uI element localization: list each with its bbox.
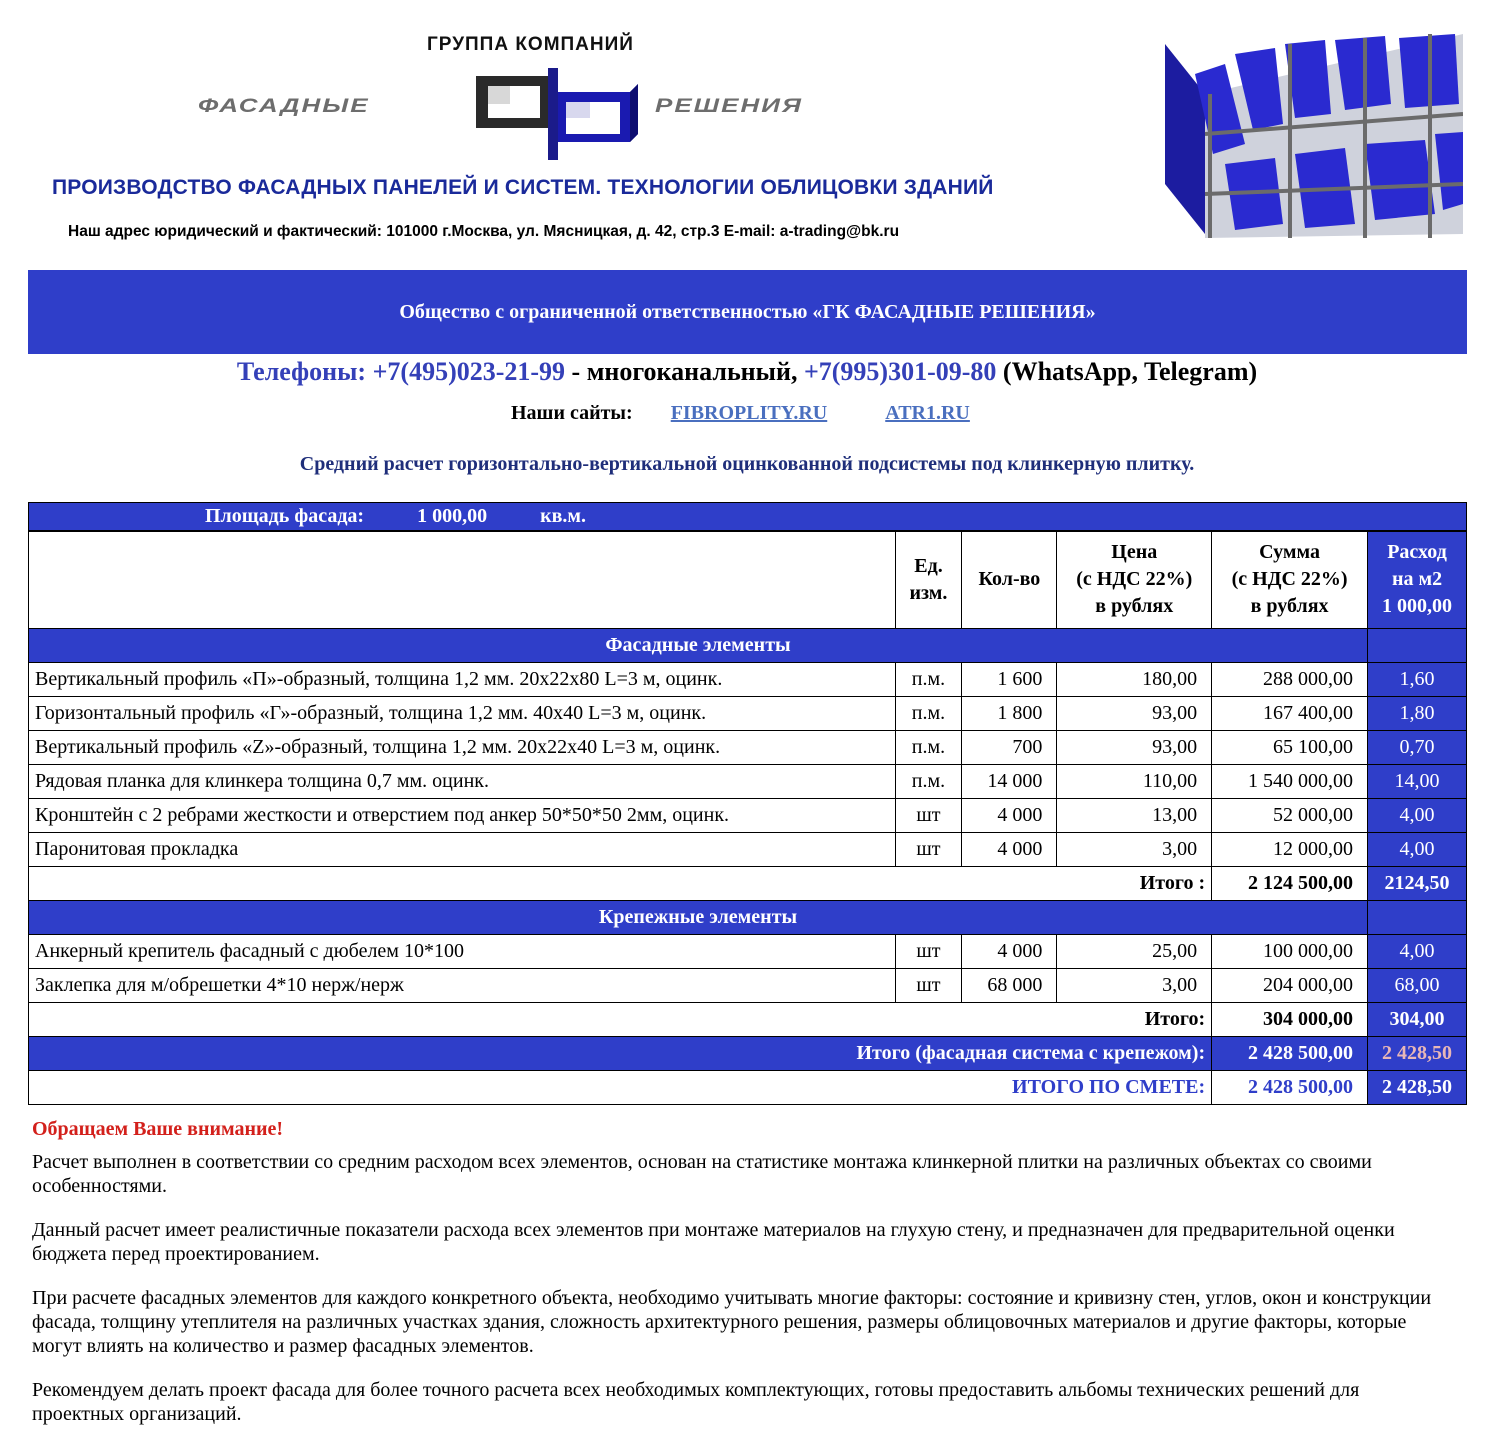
area-row xyxy=(29,503,1467,531)
site-atr1-link[interactable]: ATR1.RU xyxy=(885,402,970,424)
section-rate-cell xyxy=(1368,901,1467,935)
table-row xyxy=(29,663,1467,697)
item-qty: 1 600 xyxy=(962,663,1057,697)
subtotal-fasteners-row xyxy=(29,1003,1467,1037)
calculation-title: Средний расчет горизонтально-вертикальной оцинкованной подсистемы под клинкерную плитку. xyxy=(299,453,1195,475)
subtotal-rate: 304,00 xyxy=(1368,1003,1467,1037)
item-rate: 1,60 xyxy=(1368,663,1467,697)
header-rate-line: Расход xyxy=(1387,541,1447,564)
note-paragraph: Данный расчет имеет реалистичные показатели расхода всех элементов при монтаже материалов на глухую стену, и предназначен для предварительной оценки бюджета перед проектированием. xyxy=(32,1219,1395,1265)
sites-label: Наши сайты: xyxy=(511,402,633,424)
company-banner xyxy=(28,270,1467,354)
header-sum-line: в рублях xyxy=(1250,595,1329,618)
total-label: Итого (фасадная система с крепежом): xyxy=(29,1037,1212,1071)
table-header-row xyxy=(29,531,1467,629)
section-header-facade xyxy=(29,629,1467,663)
item-rate: 4,00 xyxy=(1368,799,1467,833)
section-title: Крепежные элементы xyxy=(29,901,1368,935)
item-rate: 14,00 xyxy=(1368,765,1467,799)
item-sum: 167 400,00 xyxy=(1212,697,1368,731)
header xyxy=(0,0,1494,262)
phone-messenger-link[interactable]: +7(995)301-09-80 xyxy=(803,357,997,386)
facade-building-image xyxy=(1165,34,1463,238)
phones-line xyxy=(0,357,1494,387)
item-name: Заклепка для м/обрешетки 4*10 нерж/нерж xyxy=(29,969,896,1003)
item-rate: 4,00 xyxy=(1368,833,1467,867)
header-price-line: Цена xyxy=(1111,541,1158,564)
fastener-elements-body xyxy=(29,935,1467,1003)
item-unit: п.м. xyxy=(895,697,962,731)
item-qty: 68 000 xyxy=(962,969,1057,1003)
item-unit: п.м. xyxy=(895,765,962,799)
site-fibroplity-link[interactable]: FIBROPLITY.RU xyxy=(670,402,828,424)
item-name: Вертикальный профиль «Z»-образный, толщина 1,2 мм. 20х22х40 L=3 м, оцинк. xyxy=(29,731,896,765)
section-title: Фасадные элементы xyxy=(29,629,1368,663)
item-sum: 12 000,00 xyxy=(1212,833,1368,867)
company-name: Общество с ограниченной ответственностью «ГК ФАСАДНЫЕ РЕШЕНИЯ» xyxy=(399,300,1096,323)
item-unit: п.м. xyxy=(895,663,962,697)
table-row xyxy=(29,969,1467,1003)
address: Наш адрес юридический и фактический: 101000 г.Москва, ул. Мясницкая, д. 42, стр.3 E-mail: a-trading@bk.ru xyxy=(68,223,900,240)
header-rate xyxy=(1368,531,1467,629)
item-price: 3,00 xyxy=(1057,969,1212,1003)
item-unit: шт xyxy=(895,969,962,1003)
item-qty: 4 000 xyxy=(962,935,1057,969)
notes xyxy=(32,1117,1452,1446)
grand-total-label: ИТОГО ПО СМЕТЕ: xyxy=(29,1071,1212,1105)
logo-text-left: ФАСАДНЫЕ xyxy=(198,94,370,117)
header-price-line: в рублях xyxy=(1095,595,1174,618)
item-price: 110,00 xyxy=(1057,765,1212,799)
header-qty: Кол-во xyxy=(962,531,1057,629)
subtotal-sum: 2 124 500,00 xyxy=(1212,867,1368,901)
header-name-cell xyxy=(29,531,896,629)
item-qty: 4 000 xyxy=(962,799,1057,833)
attention-heading: Обращаем Ваше внимание! xyxy=(32,1118,284,1140)
table-row xyxy=(29,799,1467,833)
item-rate: 1,80 xyxy=(1368,697,1467,731)
header-price-line: (с НДС 22%) xyxy=(1076,568,1193,591)
item-sum: 65 100,00 xyxy=(1212,731,1368,765)
phone-main-note: - многоканальный, xyxy=(565,357,804,386)
note-paragraph: При расчете фасадных элементов для каждого конкретного объекта, необходимо учитывать многие факторы: состояние и кривизну стен, углов, окон и конструкции фасада, толщину утеплителя на различных участках здания, сложность архитектурного решения, размеры облицовочных материалов и другие факторы, которые могут влиять на количество и размер фасадных элементов. xyxy=(32,1287,1432,1357)
item-unit: шт xyxy=(895,833,962,867)
item-sum: 1 540 000,00 xyxy=(1212,765,1368,799)
item-sum: 52 000,00 xyxy=(1212,799,1368,833)
table-row xyxy=(29,833,1467,867)
subtotal-label: Итого: xyxy=(29,1003,1212,1037)
item-rate: 68,00 xyxy=(1368,969,1467,1003)
header-unit: Ед. изм. xyxy=(895,531,962,629)
subtotal-facade-row xyxy=(29,867,1467,901)
item-price: 3,00 xyxy=(1057,833,1212,867)
item-unit: шт xyxy=(895,935,962,969)
item-unit: п.м. xyxy=(895,731,962,765)
tagline: ПРОИЗВОДСТВО ФАСАДНЫХ ПАНЕЛЕЙ И СИСТЕМ. ТЕХНОЛОГИИ ОБЛИЦОВКИ ЗДАНИЙ xyxy=(52,176,994,199)
item-sum: 204 000,00 xyxy=(1212,969,1368,1003)
total-system-row xyxy=(29,1037,1467,1071)
item-price: 25,00 xyxy=(1057,935,1212,969)
grand-total-sum: 2 428 500,00 xyxy=(1212,1071,1368,1105)
company-logo-icon xyxy=(470,64,645,164)
item-rate: 4,00 xyxy=(1368,935,1467,969)
item-unit: шт xyxy=(895,799,962,833)
table-row xyxy=(29,935,1467,969)
phones-label: Телефоны: xyxy=(236,357,367,386)
total-sum: 2 428 500,00 xyxy=(1212,1037,1368,1071)
note-paragraph: Расчет выполнен в соответствии со средним расходом всех элементов, основан на статистике монтажа клинкерной плитки на различных объектах со своими особенностями. xyxy=(32,1151,1372,1197)
phone-main-link[interactable]: +7(495)023-21-99 xyxy=(372,357,566,386)
item-price: 13,00 xyxy=(1057,799,1212,833)
item-name: Паронитовая прокладка xyxy=(29,833,896,867)
item-sum: 100 000,00 xyxy=(1212,935,1368,969)
item-name: Анкерный крепитель фасадный с дюбелем 10*100 xyxy=(29,935,896,969)
sites-line xyxy=(511,402,970,425)
item-sum: 288 000,00 xyxy=(1212,663,1368,697)
area-label: Площадь фасада: xyxy=(205,504,365,527)
estimate-table xyxy=(28,502,1467,1105)
item-name: Вертикальный профиль «П»-образный, толщина 1,2 мм. 20х22х80 L=3 м, оцинк. xyxy=(29,663,896,697)
facade-elements-body xyxy=(29,663,1467,867)
item-qty: 700 xyxy=(962,731,1057,765)
subtotal-rate: 2124,50 xyxy=(1368,867,1467,901)
table-row xyxy=(29,731,1467,765)
item-qty: 1 800 xyxy=(962,697,1057,731)
section-rate-cell xyxy=(1368,629,1467,663)
area-unit: кв.м. xyxy=(540,504,587,527)
item-name: Кронштейн с 2 ребрами жесткости и отверстием под анкер 50*50*50 2мм, оцинк. xyxy=(29,799,896,833)
item-price: 93,00 xyxy=(1057,697,1212,731)
header-rate-line: 1 000,00 xyxy=(1382,595,1453,618)
header-rate-line: на м2 xyxy=(1391,568,1443,591)
note-paragraph: Рекомендуем делать проект фасада для более точного расчета всех необходимых комплектующих, готовы предоставить альбомы технических решений для проектных организаций. xyxy=(32,1379,1360,1425)
table-row xyxy=(29,765,1467,799)
logo-text-right: РЕШЕНИЯ xyxy=(655,94,803,117)
item-qty: 14 000 xyxy=(962,765,1057,799)
area-value: 1 000,00 xyxy=(417,504,488,527)
item-price: 93,00 xyxy=(1057,731,1212,765)
subtotal-label: Итого : xyxy=(29,867,1212,901)
phone-messenger-note: (WhatsApp, Telegram) xyxy=(996,357,1258,386)
table-row xyxy=(29,697,1467,731)
group-title: ГРУППА КОМПАНИЙ xyxy=(427,34,634,55)
subtotal-sum: 304 000,00 xyxy=(1212,1003,1368,1037)
header-sum-line: (с НДС 22%) xyxy=(1231,568,1348,591)
header-sum xyxy=(1212,531,1368,629)
item-qty: 4 000 xyxy=(962,833,1057,867)
item-rate: 0,70 xyxy=(1368,731,1467,765)
grand-total-rate: 2 428,50 xyxy=(1368,1071,1467,1105)
item-price: 180,00 xyxy=(1057,663,1212,697)
grand-total-row xyxy=(29,1071,1467,1105)
header-price xyxy=(1057,531,1212,629)
section-header-fasteners xyxy=(29,901,1467,935)
item-name: Рядовая планка для клинкера толщина 0,7 мм. оцинк. xyxy=(29,765,896,799)
total-rate: 2 428,50 xyxy=(1368,1037,1467,1071)
header-sum-line: Сумма xyxy=(1259,541,1320,564)
item-name: Горизонтальный профиль «Г»-образный, толщина 1,2 мм. 40х40 L=3 м, оцинк. xyxy=(29,697,896,731)
